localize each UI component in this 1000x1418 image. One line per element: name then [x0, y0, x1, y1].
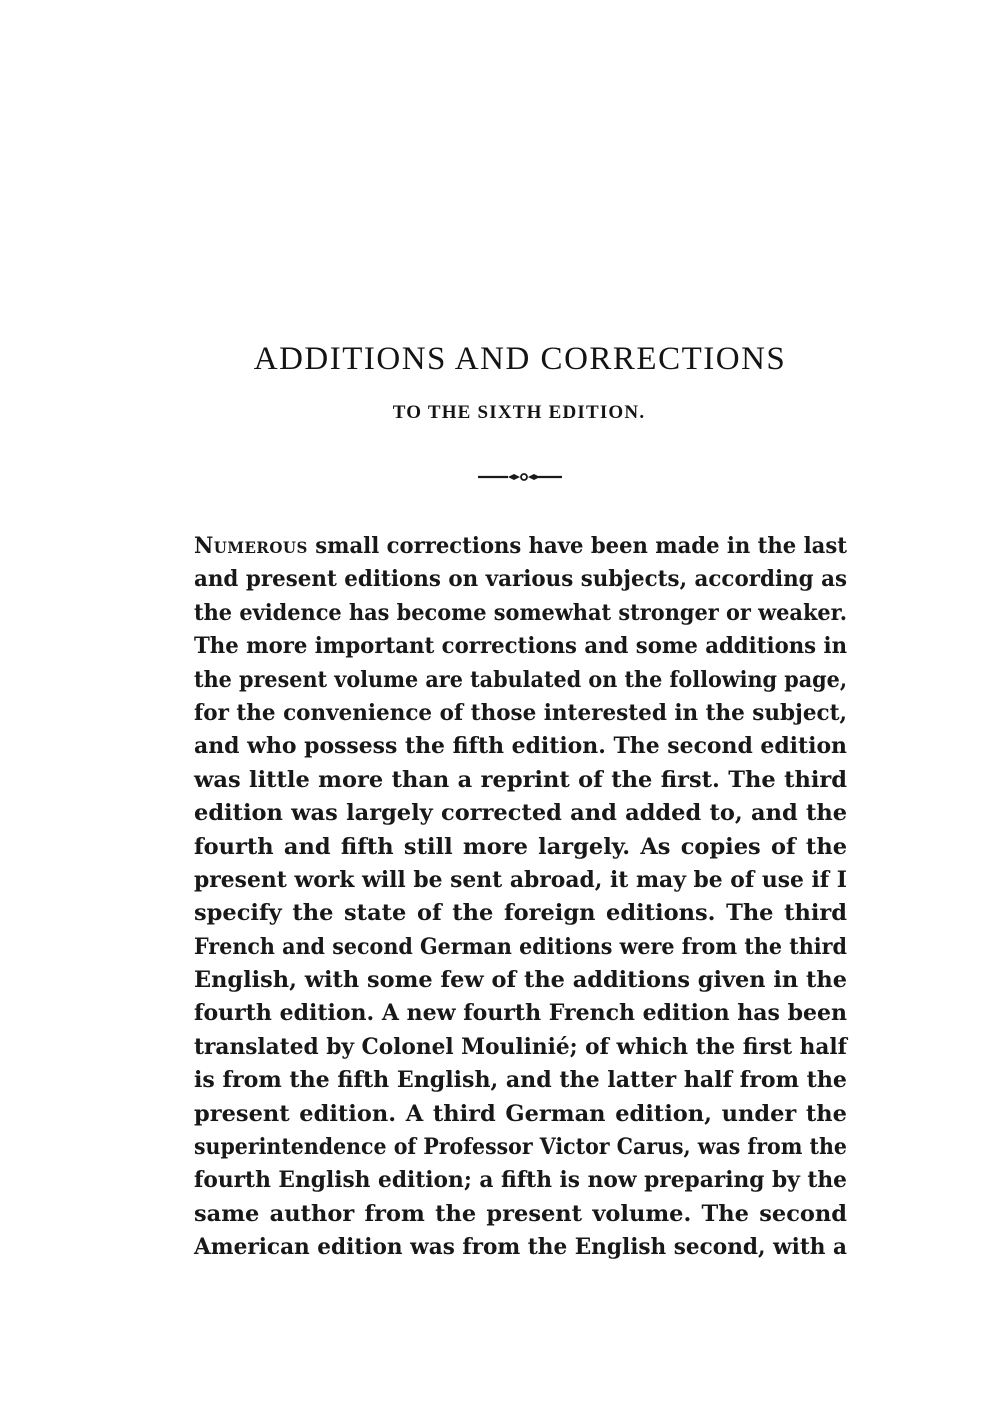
- text-line-first: [194, 530, 847, 563]
- text-line: edition was largely corrected and added to, and the: [194, 800, 848, 827]
- text-line: superintendence of Professor Victor Carus, was from the: [194, 1134, 847, 1161]
- text-line: The more important corrections and some additions in: [194, 633, 847, 660]
- text-line: translated by Colonel Moulinié; of which the first half: [194, 1033, 847, 1060]
- text-line: the evidence has become somewhat stronger or weaker.: [194, 599, 848, 626]
- text-line: for the convenience of those interested in the subject,: [194, 699, 847, 726]
- text-line: was little more than a reprint of the first. The third: [194, 766, 847, 793]
- text-line: French and second German editions were from the third: [194, 933, 847, 960]
- text-line: present edition. A third German edition, under the: [194, 1100, 847, 1127]
- text-line: American edition was from the English second, with a: [194, 1234, 848, 1261]
- text-line: and present editions on various subjects, according as: [194, 566, 848, 593]
- text-line: fourth and fifth still more largely. As copies of the: [194, 833, 848, 860]
- text-line: is from the fifth English, and the latter half from the: [194, 1067, 847, 1094]
- body-paragraph: [194, 530, 847, 1265]
- drop-word: Numerous: [194, 533, 308, 559]
- text-line: present work will be sent abroad, it may be of use if I: [194, 866, 848, 893]
- page-title: ADDITIONS AND CORRECTIONS: [253, 341, 787, 377]
- text-line: and who possess the fifth edition. The second edition: [194, 733, 847, 760]
- text-line: fourth English edition; a fifth is now preparing by the: [194, 1167, 848, 1194]
- text-line: the present volume are tabulated on the following page,: [194, 666, 848, 693]
- text-line: English, with some few of the additions given in the: [194, 967, 848, 994]
- page-subtitle: TO THE SIXTH EDITION.: [392, 402, 646, 423]
- first-line-rest: small corrections have been made in the last: [315, 533, 847, 559]
- ornament-divider: [474, 470, 564, 484]
- text-line: same author from the present volume. The second: [194, 1200, 848, 1227]
- text-line: specify the state of the foreign editions. The third: [194, 900, 847, 927]
- text-line: fourth edition. A new fourth French edition has been: [194, 1000, 847, 1027]
